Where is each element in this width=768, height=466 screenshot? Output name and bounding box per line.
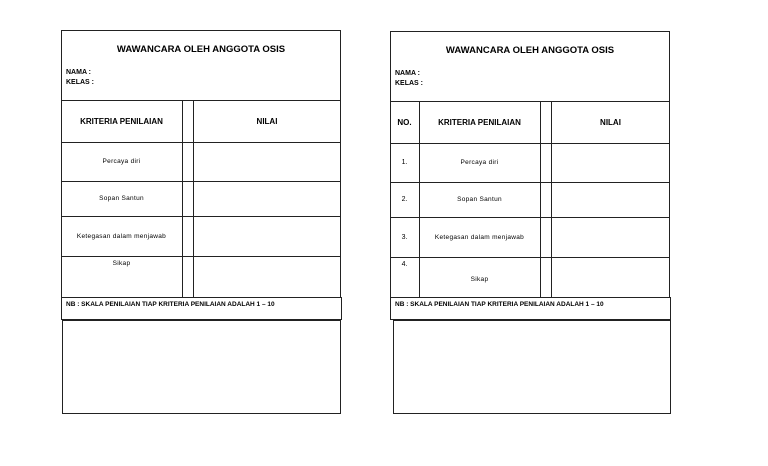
row-divider xyxy=(390,257,670,258)
kelas-label: KELAS : xyxy=(66,79,94,86)
kelas-label: KELAS : xyxy=(395,80,423,87)
nama-label: NAMA : xyxy=(395,70,421,77)
criteria-cell: Ketegasan dalam menjawab xyxy=(76,232,167,240)
criteria-cell: Ketegasan dalam menjawab xyxy=(434,233,525,241)
scoring-note: NB : SKALA PENILAIAN TIAP KRITERIA PENILAIAN ADALAH 1 – 10 xyxy=(395,301,604,308)
header-criteria: KRITERIA PENILAIAN xyxy=(80,116,163,126)
criteria-cell: Sopan Santun xyxy=(457,196,502,203)
scoring-note: NB : SKALA PENILAIAN TIAP KRITERIA PENILAIAN ADALAH 1 – 10 xyxy=(66,301,275,308)
nama-label: NAMA : xyxy=(66,69,92,76)
criteria-cell: Sikap xyxy=(112,259,131,267)
criteria-cell: Sikap xyxy=(470,275,489,283)
column-divider xyxy=(182,100,183,298)
form-title: WAWANCARA OLEH ANGGOTA OSIS xyxy=(116,44,286,55)
comment-box xyxy=(393,320,671,414)
header-criteria: KRITERIA PENILAIAN xyxy=(438,117,521,127)
header-no: NO. xyxy=(397,117,412,127)
row-number: 3. xyxy=(401,233,408,241)
comment-box xyxy=(62,320,341,414)
criteria-cell: Sopan Santun xyxy=(99,195,144,202)
row-number: 1. xyxy=(401,159,408,166)
criteria-cell: Percaya diri xyxy=(460,159,499,166)
column-divider xyxy=(540,101,541,298)
form-title: WAWANCARA OLEH ANGGOTA OSIS xyxy=(445,45,615,56)
row-number: 2. xyxy=(401,196,408,203)
header-score: NILAI xyxy=(600,117,621,127)
criteria-cell: Percaya diri xyxy=(102,158,141,165)
row-number: 4. xyxy=(401,260,408,268)
header-score: NILAI xyxy=(256,116,278,126)
